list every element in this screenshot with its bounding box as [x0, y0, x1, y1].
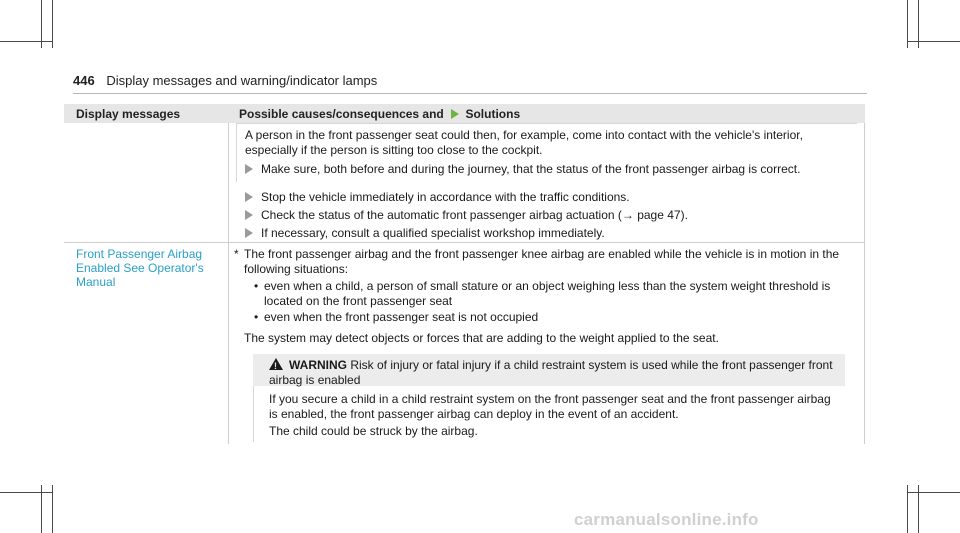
row-divider [64, 242, 865, 243]
page-title: Display messages and warning/indicator lamps [106, 73, 378, 88]
col-header-causes [239, 107, 520, 121]
row1-boxed-step [245, 162, 850, 177]
crop-mark [0, 492, 52, 493]
page-number: 446 [73, 73, 95, 88]
solution-arrow-icon [451, 109, 459, 119]
crop-mark [0, 41, 52, 42]
crop-mark [52, 485, 53, 533]
step-arrow-icon [245, 164, 253, 174]
list-item: • even when the front passenger seat is not occupied [264, 310, 849, 325]
row2-note: The system may detect objects or forces that are adding to the weight applied to the seat. [244, 331, 719, 345]
crop-mark [918, 485, 919, 533]
row1-step-text: If necessary, consult a qualified specialist workshop immediately. [261, 226, 605, 240]
row2-cause-text: The front passenger airbag and the front passenger knee airbag are enabled while the vehicle is in motion in the following situations: [244, 247, 840, 276]
warning-text: Risk of injury or fatal injury if a child restraint system is used while the front passenger front airbag is enabled [269, 358, 833, 387]
column-divider [864, 123, 865, 444]
row1-step-text: Stop the vehicle immediately in accordance with the traffic conditions. [261, 190, 630, 204]
col-header-messages: Display messages [76, 107, 181, 121]
step-arrow-icon [245, 192, 253, 202]
warning-body-text-2: The child could be struck by the airbag. [269, 424, 478, 438]
list-item: • even when a child, a person of small stature or an object weighing less than the system weight threshold is located on the front passenger seat [264, 279, 849, 309]
step-arrow-icon [245, 210, 253, 220]
row1-context-text: A person in the front passenger seat could then, for example, come into contact with the vehicle's interior, especially if the person is sitting too close to the cockpit. [245, 128, 803, 157]
crop-mark [52, 0, 53, 48]
asterisk-marker: * [234, 247, 239, 261]
row1-step [245, 208, 850, 223]
step-arrow-icon [245, 228, 253, 238]
row1-step-text[interactable]: Check the status of the automatic front passenger airbag actuation (→ page 47). [261, 208, 688, 222]
col-header-causes-text: Possible causes/consequences and [239, 107, 444, 121]
row1-step [245, 226, 850, 241]
display-message-front-passenger-airbag[interactable]: Front Passenger Airbag Enabled See Operator's Manual [76, 247, 204, 289]
crop-mark [907, 492, 960, 493]
row1-step [245, 190, 850, 205]
page-header [73, 73, 377, 88]
warning-heading [269, 358, 839, 388]
message-table [64, 104, 865, 444]
watermark: carmanualsonline.info [574, 510, 759, 529]
table-header [64, 104, 865, 123]
crop-mark [907, 41, 960, 42]
crop-mark [918, 0, 919, 48]
col-header-solutions-text: Solutions [465, 107, 521, 121]
row1-boxed-step-text: Make sure, both before and during the journey, that the status of the front passenger airbag is correct. [261, 162, 801, 176]
column-divider [228, 123, 229, 444]
row2-cause [236, 247, 856, 277]
warning-triangle-icon [269, 358, 283, 370]
header-divider [73, 93, 867, 94]
warning-label: WARNING [289, 358, 347, 372]
warning-body-text-1: If you secure a child in a child restraint system on the front passenger seat and the front passenger airbag is enabled, the front passenger airbag can deploy in the event of an accident. [269, 392, 831, 421]
